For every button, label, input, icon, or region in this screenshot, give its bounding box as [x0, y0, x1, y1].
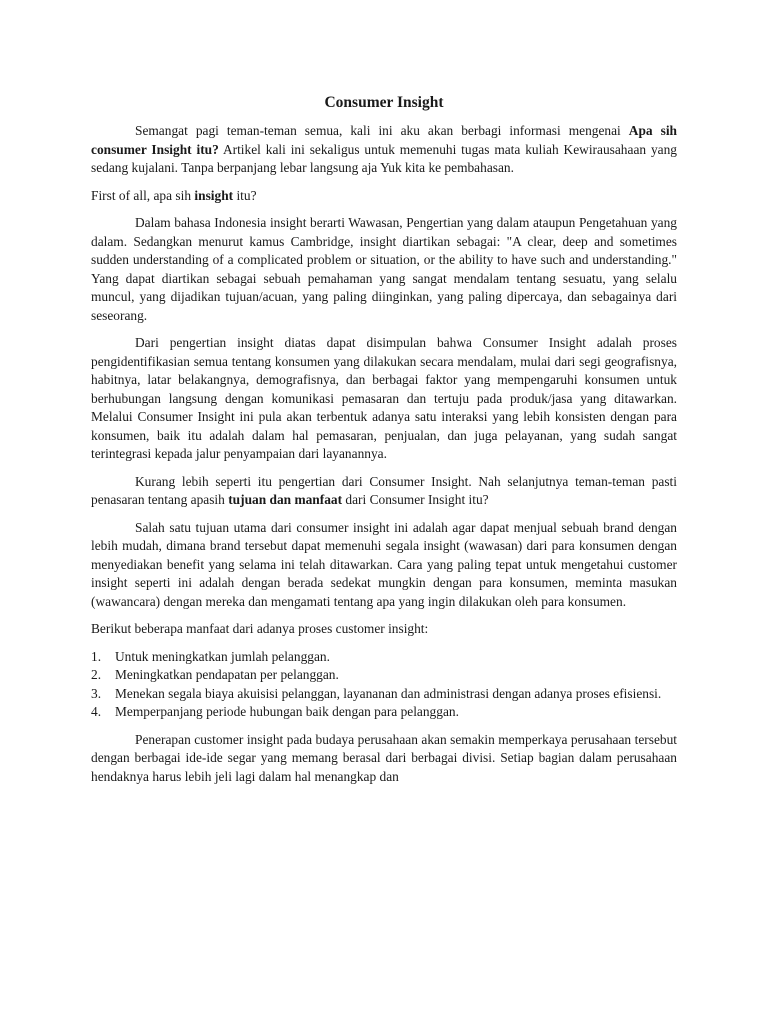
intro-text-cont: Artikel kali ini sekaligus untuk memenuhi tugas mata kuliah Kewirausahaan yang sedang kujalani. Tanpa berpanjang lebar langsung aja Yuk kita ke pembahasan. — [91, 141, 677, 175]
list-item — [91, 666, 677, 685]
paragraph-consumer-insight: Dari pengertian insight diatas dapat disimpulan bahwa Consumer Insight adalah proses pengidentifikasian semua tentang konsumen yang dilakukan secara mendalam, mulai dari segi geografisnya, habitnya, latar belakangnya, demografisnya, dan berbagai faktor yang mempengaruhi konsumen untuk berhubungan langsung dengan komunikasi pemasaran dan tertuju pada produk/jasa yang ditawarkan. Melalui Consumer Insight ini pula akan terbentuk adanya satu interaksi yang lebih konsisten dengan para konsumen, baik itu adalah dalam hal pemasaran, penjualan, dan juga pelayanan, yang sudah sangat terintegrasi kepada jalur penyampaian dari layanannya. — [91, 335, 677, 461]
list-number: 4. — [91, 704, 102, 719]
list-item — [91, 703, 677, 722]
list-item — [91, 685, 677, 704]
list-text: Memperpanjang periode hubungan baik dengan para pelanggan. — [115, 704, 459, 719]
question-text-end: itu? — [233, 187, 257, 203]
paragraph-benefits-intro: Berikut beberapa manfaat dari adanya proses customer insight: — [91, 621, 429, 636]
transition-text-end: dari Consumer Insight itu? — [342, 492, 489, 507]
paragraph-goal: Salah satu tujuan utama dari consumer insight ini adalah agar dapat menjual sebuah brand dengan lebih mudah, dimana brand tersebut dapat memenuhi segala insight (wawasan) dari para konsumen dengan menyediakan benefit yang selama ini telah ditawarkan. Cara yang paling tepat untuk mengetahui customer insight seperti ini adalah dengan berada sedekat mungkin dengan para konsumen, meminta masukan (wawancara) dengan mereka dan mengamati tentang apa yang ingin dilakukan oleh para konsumen. — [91, 519, 677, 609]
paragraph-intro — [91, 122, 677, 178]
question-text: First of all, apa sih — [91, 187, 195, 203]
paragraph-definition: Dalam bahasa Indonesia insight berarti Wawasan, Pengertian yang dalam ataupun Pengetahuan yang dalam. Sedangkan menurut kamus Cambridge, insight diartikan sebagai: "A clear, deep and sometimes sudden understanding of a complicated problem or situation, or the ability to have such and understanding." Yang dapat diartikan sebagai sebuah pemahaman yang sangat mendalam tentang sesuatu, yang selalu muncul, yang dijadikan tujuan/acuan, yang paling diinginkan, yang paling dipercaya, dan sebagainya dari seseorang. — [91, 215, 677, 323]
paragraph-question — [91, 187, 677, 206]
list-text: Menekan segala biaya akuisisi pelanggan, layananan dan administrasi dengan adanya proses efisiensi. — [115, 685, 662, 701]
list-number: 2. — [91, 667, 102, 682]
transition-text: Kurang lebih seperti itu pengertian dari Consumer Insight. Nah selanjutnya teman-teman pasti penasaran tentang apasih — [91, 473, 677, 507]
list-text: Untuk meningkatkan jumlah pelanggan. — [115, 648, 330, 664]
intro-text: Semangat pagi teman-teman semua, kali ini aku akan berbagi informasi mengenai — [135, 123, 629, 138]
list-number: 3. — [91, 685, 102, 701]
transition-bold: tujuan dan manfaat — [228, 492, 343, 507]
intro-bold-question: Apa sih consumer Insight itu? — [91, 123, 677, 157]
paragraph-transition — [91, 473, 677, 510]
list-number: 1. — [91, 648, 102, 664]
benefits-list — [91, 648, 677, 722]
paragraph-application: Penerapan customer insight pada budaya perusahaan akan semakin memperkaya perusahaan tersebut dengan berbagai ide-ide segar yang memang berasal dari berbagai divisi. Setiap bagian dalam perusahaan hendaknya harus lebih jeli lagi dalam hal menangkap dan — [91, 731, 677, 784]
question-bold: insight — [194, 187, 234, 203]
list-text: Meningkatkan pendapatan per pelanggan. — [115, 667, 339, 682]
page-title: Consumer Insight — [324, 94, 444, 111]
list-item — [91, 648, 677, 667]
